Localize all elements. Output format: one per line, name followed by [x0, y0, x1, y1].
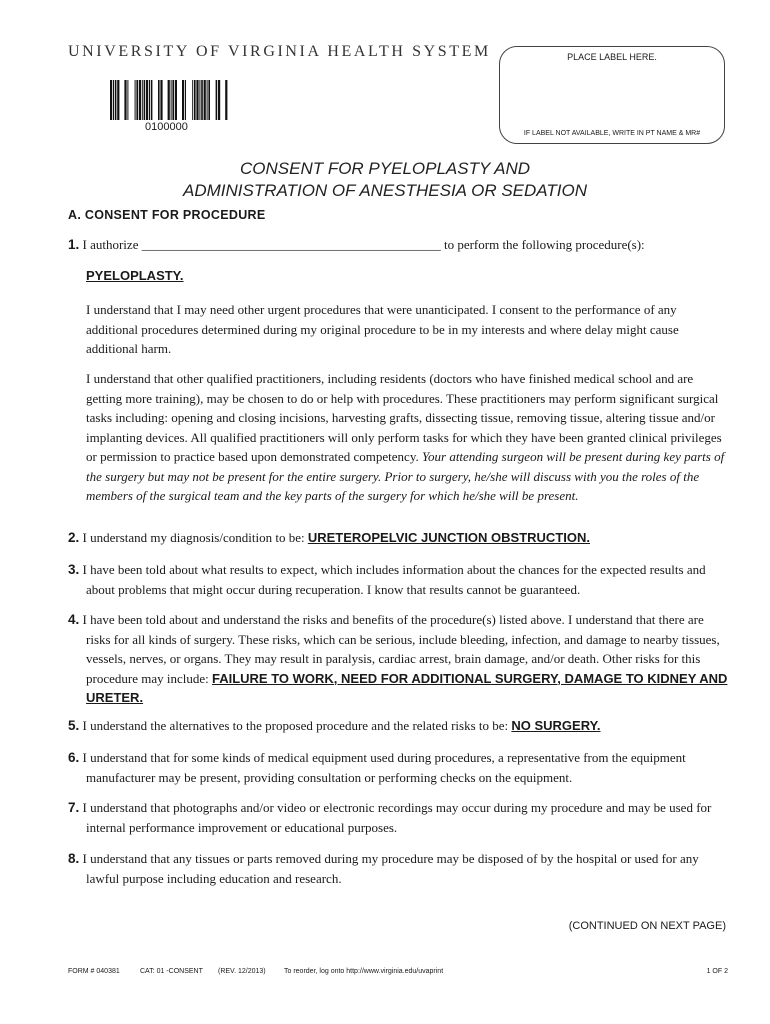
urgent-procedures-paragraph: I understand that I may need other urgent procedures that were unanticipated. I consent to the performance of any additional procedures determined during my original procedure to be in my interests and where delay might cause additional harm. — [86, 302, 679, 356]
risks-text: I have been told about and understand the risks and benefits of the procedure(s) listed above. I understand that there are risks for all kinds of surgery. These risks, which can be serious, include bleeding, infection, and damage to nearby tissues, vessels, nerves, or organs. They may result in paralysis, cardiac arrest, brain damage, and/or death. Other risks for this procedure may include: — [82, 612, 720, 686]
consent-item-7 — [68, 798, 728, 837]
authorization-text: I authorize ______________________________________________ to perform the following procedure(s): — [82, 237, 645, 252]
form-category: CAT: 01 -CONSENT — [140, 968, 203, 975]
results-text: I have been told about what results to expect, which includes information about the chances for the expected results and about problems that might occur during recuperation. I know that results cannot be guaranteed. — [82, 562, 706, 597]
section-a-heading: A. CONSENT FOR PROCEDURE — [68, 208, 266, 222]
alternatives-text: I understand the alternatives to the proposed procedure and the related risks to be: — [82, 718, 509, 733]
item-number: 8. — [68, 851, 80, 866]
procedure-name: PYELOPLASTY. — [86, 268, 184, 283]
form-title-line-2: ADMINISTRATION OF ANESTHESIA OR SEDATION — [183, 181, 587, 200]
diagnosis-value: URETEROPELVIC JUNCTION OBSTRUCTION. — [307, 530, 590, 545]
attending-surgeon-note: Your attending surgeon will be present during key parts of the surgery but may not be present for the entire surgery. Prior to surgery, he/she will discuss with you the roles of the members of the surgical team and the key parts of the surgery for which he/she will be present. — [86, 449, 725, 503]
continued-notice: (CONTINUED ON NEXT PAGE) — [568, 920, 726, 932]
practitioners-text: I understand that other qualified practitioners, including residents (doctors who have finished medical school and are getting more training), may be chosen to do or help with procedures. These practitioners may perform significant surgical tasks including: opening and closing incisions, harvesting grafts, dissecting tissue, removing tissue, altering tissue and/or implanting devices. All qualified practitioners will only perform tasks for which they have been granted clinical privileges or permission to practice based upon demonstrated competency. — [86, 371, 722, 464]
label-box-instruction: PLACE LABEL HERE. — [567, 52, 657, 62]
item-number: 5. — [68, 718, 80, 733]
item-number: 6. — [68, 750, 80, 765]
tissue-disposal-text: I understand that any tissues or parts removed during my procedure may be disposed of by the hospital or used for any lawful purpose including education and research. — [82, 851, 699, 886]
item-number: 3. — [68, 562, 80, 577]
reorder-link[interactable]: To reorder, log onto http://www.virginia.edu/uvaprint — [284, 968, 444, 975]
qualified-practitioners-paragraph — [86, 369, 726, 506]
form-number: FORM # 040381 — [68, 968, 120, 975]
consent-item-6 — [68, 748, 728, 787]
page-number: 1 OF 2 — [706, 968, 728, 975]
procedure-risks-value: FAILURE TO WORK, NEED FOR ADDITIONAL SURGERY, DAMAGE TO KIDNEY AND URETER. — [86, 670, 728, 705]
form-title-line-1: CONSENT FOR PYELOPLASTY AND — [239, 159, 530, 178]
consent-item-8 — [68, 849, 728, 888]
organization-name: UNIVERSITY OF VIRGINIA HEALTH SYSTEM — [68, 43, 491, 60]
consent-item-1 — [68, 235, 728, 255]
item-number: 1. — [68, 237, 80, 252]
item-number: 2. — [68, 530, 80, 545]
diagnosis-text: I understand my diagnosis/condition to be: — [82, 530, 305, 545]
alternatives-value: NO SURGERY. — [511, 718, 601, 733]
consent-item-2 — [68, 528, 728, 548]
patient-label-box — [499, 46, 725, 144]
consent-item-5 — [68, 716, 728, 736]
form-revision: (REV. 12/2013) — [218, 968, 266, 975]
consent-item-4 — [68, 610, 728, 708]
form-title — [0, 158, 770, 202]
item-number: 4. — [68, 612, 80, 627]
barcode-image — [110, 80, 228, 120]
equipment-representative-text: I understand that for some kinds of medical equipment used during procedures, a representative from the equipment manufacturer may be present, providing consultation or performing checks on the equipment. — [82, 750, 686, 785]
label-box-fallback-instruction: IF LABEL NOT AVAILABLE, WRITE IN PT NAME & MR# — [523, 130, 701, 137]
item-number: 7. — [68, 800, 80, 815]
recordings-text: I understand that photographs and/or video or electronic recordings may occur during my procedure and may be used for internal performance improvement or educational purposes. — [82, 800, 712, 835]
consent-item-3 — [68, 560, 728, 599]
barcode-number: 0100000 — [145, 121, 188, 133]
